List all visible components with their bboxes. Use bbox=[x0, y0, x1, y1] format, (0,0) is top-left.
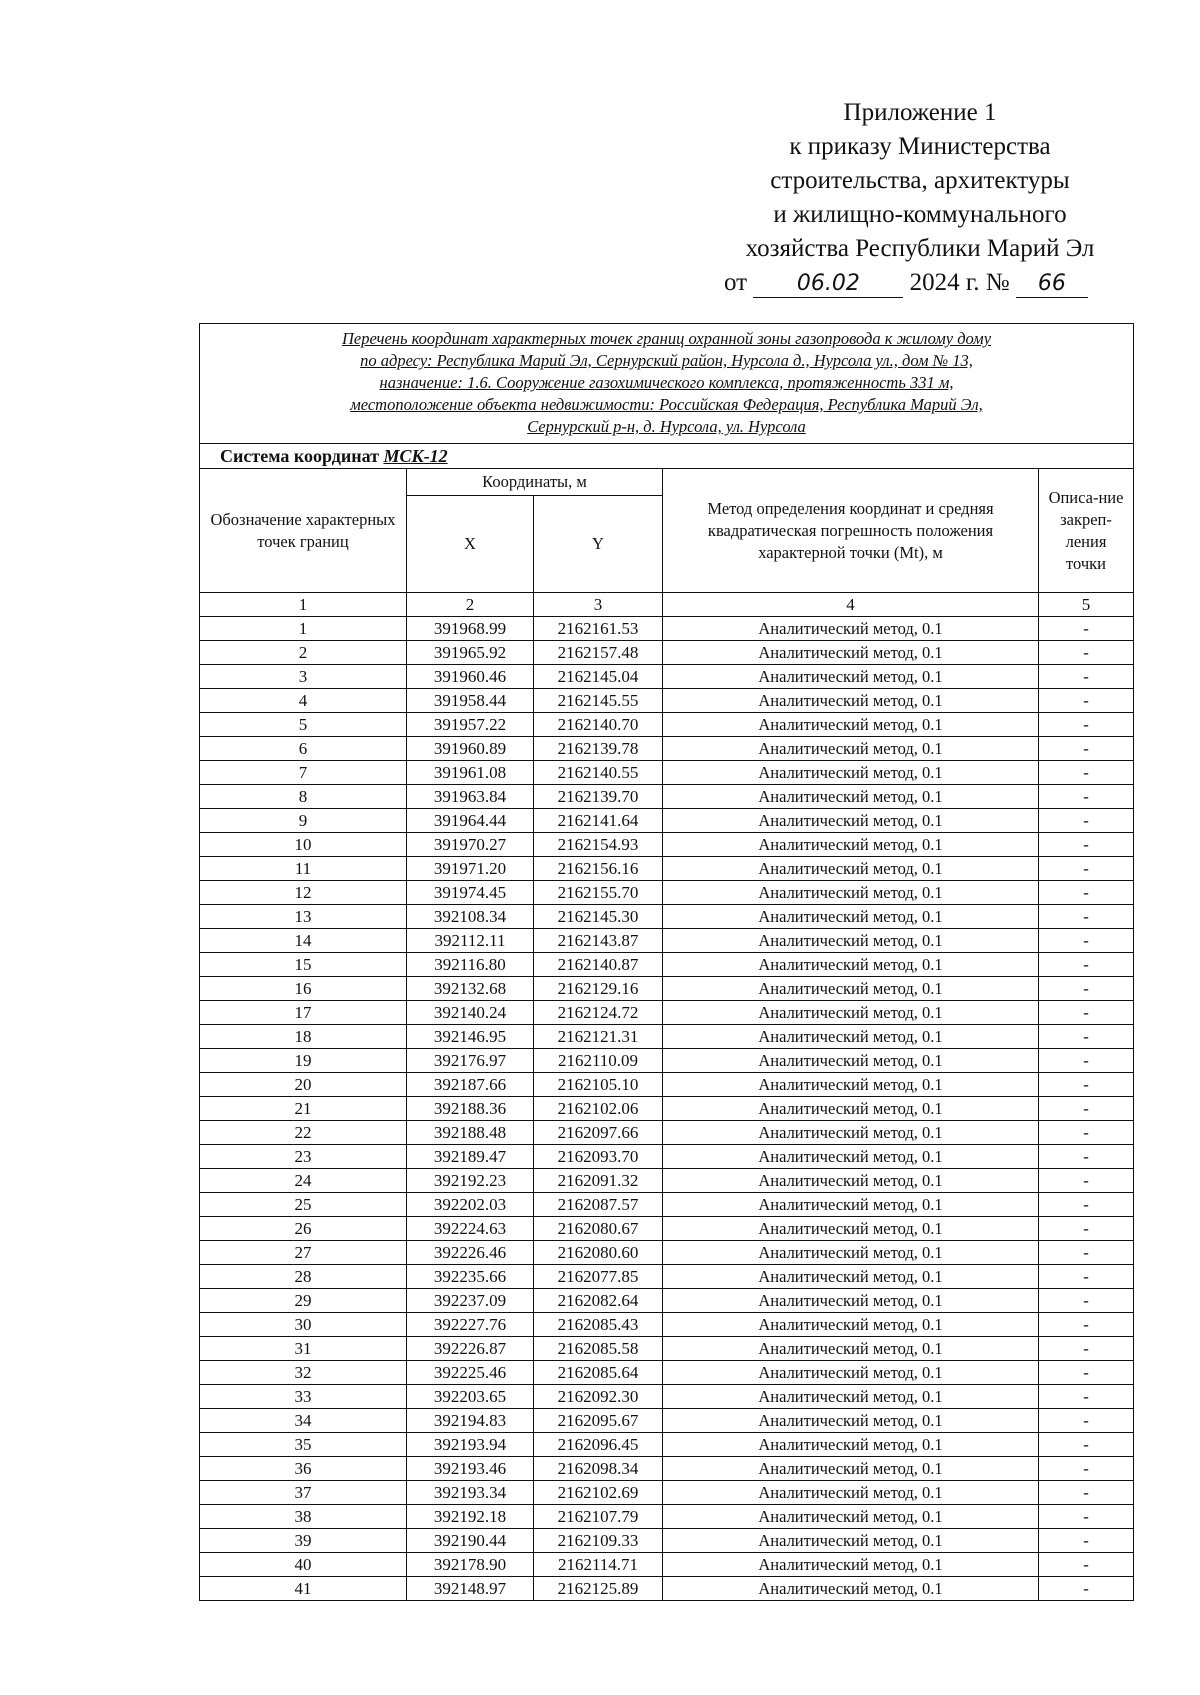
method-cell: Аналитический метод, 0.1 bbox=[663, 1361, 1039, 1385]
coord-y: 2162095.67 bbox=[534, 1409, 663, 1433]
coord-y: 2162107.79 bbox=[534, 1505, 663, 1529]
coord-x: 392148.97 bbox=[407, 1577, 534, 1601]
point-number: 39 bbox=[200, 1529, 407, 1553]
table-row bbox=[200, 881, 1134, 905]
table-row bbox=[200, 977, 1134, 1001]
method-cell: Аналитический метод, 0.1 bbox=[663, 665, 1039, 689]
method-cell: Аналитический метод, 0.1 bbox=[663, 1049, 1039, 1073]
description-cell: - bbox=[1039, 1361, 1134, 1385]
table-row bbox=[200, 1313, 1134, 1337]
coord-x: 392224.63 bbox=[407, 1217, 534, 1241]
table-row bbox=[200, 1097, 1134, 1121]
coord-y: 2162080.60 bbox=[534, 1241, 663, 1265]
coord-y: 2162114.71 bbox=[534, 1553, 663, 1577]
coord-y: 2162105.10 bbox=[534, 1073, 663, 1097]
coord-x: 392235.66 bbox=[407, 1265, 534, 1289]
header-line: строительства, архитектуры bbox=[770, 167, 1070, 194]
order-date-line bbox=[700, 266, 1140, 300]
description-cell: - bbox=[1039, 665, 1134, 689]
column-number: 3 bbox=[534, 593, 663, 617]
description-cell: - bbox=[1039, 1385, 1134, 1409]
point-number: 38 bbox=[200, 1505, 407, 1529]
method-cell: Аналитический метод, 0.1 bbox=[663, 1529, 1039, 1553]
method-cell: Аналитический метод, 0.1 bbox=[663, 1001, 1039, 1025]
description-cell: - bbox=[1039, 1553, 1134, 1577]
table-row bbox=[200, 1361, 1134, 1385]
header-line: к приказу Министерства bbox=[789, 133, 1051, 160]
coord-y: 2162085.64 bbox=[534, 1361, 663, 1385]
header-x: X bbox=[407, 496, 534, 593]
table-row bbox=[200, 1337, 1134, 1361]
coord-y: 2162085.58 bbox=[534, 1337, 663, 1361]
table-row bbox=[200, 761, 1134, 785]
method-cell: Аналитический метод, 0.1 bbox=[663, 1505, 1039, 1529]
description-cell: - bbox=[1039, 1265, 1134, 1289]
table-row bbox=[200, 665, 1134, 689]
date-suffix: 2024 г. № bbox=[909, 269, 1010, 296]
method-cell: Аналитический метод, 0.1 bbox=[663, 1457, 1039, 1481]
coordinate-system-row bbox=[200, 444, 1134, 469]
description-cell: - bbox=[1039, 1121, 1134, 1145]
coord-y: 2162121.31 bbox=[534, 1025, 663, 1049]
description-cell: - bbox=[1039, 1169, 1134, 1193]
point-number: 14 bbox=[200, 929, 407, 953]
coord-y: 2162140.55 bbox=[534, 761, 663, 785]
description-cell: - bbox=[1039, 1049, 1134, 1073]
point-number: 8 bbox=[200, 785, 407, 809]
point-number: 5 bbox=[200, 713, 407, 737]
header-point: Обозначение характерных точек границ bbox=[200, 469, 407, 593]
description-cell: - bbox=[1039, 1193, 1134, 1217]
caption-line: Перечень координат характерных точек границ охранной зоны газопровода к жилому дому bbox=[341, 329, 992, 348]
point-number: 37 bbox=[200, 1481, 407, 1505]
coord-y: 2162080.67 bbox=[534, 1217, 663, 1241]
description-cell: - bbox=[1039, 1073, 1134, 1097]
coord-y: 2162155.70 bbox=[534, 881, 663, 905]
method-cell: Аналитический метод, 0.1 bbox=[663, 1385, 1039, 1409]
caption-line: Сернурский р-н, д. Нурсола, ул. Нурсола bbox=[527, 417, 806, 436]
coord-y: 2162110.09 bbox=[534, 1049, 663, 1073]
method-cell: Аналитический метод, 0.1 bbox=[663, 1145, 1039, 1169]
point-number: 22 bbox=[200, 1121, 407, 1145]
coord-y: 2162145.04 bbox=[534, 665, 663, 689]
coord-x: 392140.24 bbox=[407, 1001, 534, 1025]
coord-y: 2162139.78 bbox=[534, 737, 663, 761]
table-row bbox=[200, 1457, 1134, 1481]
description-cell: - bbox=[1039, 1337, 1134, 1361]
table-row bbox=[200, 1073, 1134, 1097]
caption-line: по адресу: Республика Марий Эл, Сернурский район, Нурсола д., Нурсола ул., дом № 13, bbox=[360, 351, 973, 370]
caption-line: назначение: 1.6. Сооружение газохимического комплекса, протяженность 331 м, bbox=[379, 373, 954, 392]
method-cell: Аналитический метод, 0.1 bbox=[663, 857, 1039, 881]
point-number: 30 bbox=[200, 1313, 407, 1337]
description-cell: - bbox=[1039, 1217, 1134, 1241]
table-row bbox=[200, 809, 1134, 833]
description-cell: - bbox=[1039, 761, 1134, 785]
description-cell: - bbox=[1039, 737, 1134, 761]
description-cell: - bbox=[1039, 809, 1134, 833]
description-cell: - bbox=[1039, 1025, 1134, 1049]
point-number: 6 bbox=[200, 737, 407, 761]
table-row bbox=[200, 1121, 1134, 1145]
point-number: 19 bbox=[200, 1049, 407, 1073]
coord-x: 392188.48 bbox=[407, 1121, 534, 1145]
point-number: 4 bbox=[200, 689, 407, 713]
method-cell: Аналитический метод, 0.1 bbox=[663, 881, 1039, 905]
coord-x: 391964.44 bbox=[407, 809, 534, 833]
coord-x: 392226.46 bbox=[407, 1241, 534, 1265]
table-row bbox=[200, 1289, 1134, 1313]
caption-line: местоположение объекта недвижимости: Российская Федерация, Республика Марий Эл, bbox=[350, 395, 983, 414]
method-cell: Аналитический метод, 0.1 bbox=[663, 1265, 1039, 1289]
table-row bbox=[200, 617, 1134, 641]
header-line: Приложение 1 bbox=[843, 99, 997, 126]
table-row bbox=[200, 857, 1134, 881]
description-cell: - bbox=[1039, 641, 1134, 665]
table-row bbox=[200, 785, 1134, 809]
table-row bbox=[200, 1529, 1134, 1553]
description-cell: - bbox=[1039, 1097, 1134, 1121]
coord-x: 392189.47 bbox=[407, 1145, 534, 1169]
method-cell: Аналитический метод, 0.1 bbox=[663, 929, 1039, 953]
method-cell: Аналитический метод, 0.1 bbox=[663, 1577, 1039, 1601]
coordinate-system-name: МСК-12 bbox=[383, 446, 448, 466]
coord-x: 391958.44 bbox=[407, 689, 534, 713]
coord-x: 391970.27 bbox=[407, 833, 534, 857]
coord-x: 391965.92 bbox=[407, 641, 534, 665]
point-number: 24 bbox=[200, 1169, 407, 1193]
coord-y: 2162140.70 bbox=[534, 713, 663, 737]
method-cell: Аналитический метод, 0.1 bbox=[663, 953, 1039, 977]
point-number: 18 bbox=[200, 1025, 407, 1049]
coord-x: 392225.46 bbox=[407, 1361, 534, 1385]
coord-y: 2162077.85 bbox=[534, 1265, 663, 1289]
table-row bbox=[200, 713, 1134, 737]
coord-x: 392108.34 bbox=[407, 905, 534, 929]
coord-x: 392237.09 bbox=[407, 1289, 534, 1313]
coord-x: 391974.45 bbox=[407, 881, 534, 905]
table-caption bbox=[200, 324, 1134, 444]
point-number: 28 bbox=[200, 1265, 407, 1289]
method-cell: Аналитический метод, 0.1 bbox=[663, 641, 1039, 665]
coord-y: 2162129.16 bbox=[534, 977, 663, 1001]
header-y: Y bbox=[534, 496, 663, 593]
method-cell: Аналитический метод, 0.1 bbox=[663, 1337, 1039, 1361]
coord-y: 2162098.34 bbox=[534, 1457, 663, 1481]
table-row bbox=[200, 1193, 1134, 1217]
method-cell: Аналитический метод, 0.1 bbox=[663, 905, 1039, 929]
coord-y: 2162092.30 bbox=[534, 1385, 663, 1409]
coord-y: 2162096.45 bbox=[534, 1433, 663, 1457]
coordinates-table bbox=[199, 323, 1134, 1601]
method-cell: Аналитический метод, 0.1 bbox=[663, 713, 1039, 737]
method-cell: Аналитический метод, 0.1 bbox=[663, 689, 1039, 713]
coord-y: 2162124.72 bbox=[534, 1001, 663, 1025]
coord-x: 392178.90 bbox=[407, 1553, 534, 1577]
method-cell: Аналитический метод, 0.1 bbox=[663, 977, 1039, 1001]
point-number: 20 bbox=[200, 1073, 407, 1097]
table-row bbox=[200, 953, 1134, 977]
description-cell: - bbox=[1039, 905, 1134, 929]
date-prefix: от bbox=[724, 269, 748, 296]
point-number: 1 bbox=[200, 617, 407, 641]
coord-x: 392112.11 bbox=[407, 929, 534, 953]
header-line: хозяйства Республики Марий Эл bbox=[745, 235, 1095, 262]
description-cell: - bbox=[1039, 1433, 1134, 1457]
table-row bbox=[200, 1001, 1134, 1025]
document-header bbox=[700, 96, 1140, 300]
description-cell: - bbox=[1039, 713, 1134, 737]
coord-y: 2162085.43 bbox=[534, 1313, 663, 1337]
description-cell: - bbox=[1039, 1145, 1134, 1169]
point-number: 32 bbox=[200, 1361, 407, 1385]
method-cell: Аналитический метод, 0.1 bbox=[663, 785, 1039, 809]
method-cell: Аналитический метод, 0.1 bbox=[663, 833, 1039, 857]
point-number: 27 bbox=[200, 1241, 407, 1265]
column-number: 5 bbox=[1039, 593, 1134, 617]
method-cell: Аналитический метод, 0.1 bbox=[663, 1097, 1039, 1121]
coord-y: 2162091.32 bbox=[534, 1169, 663, 1193]
point-number: 11 bbox=[200, 857, 407, 881]
coord-y: 2162141.64 bbox=[534, 809, 663, 833]
coord-x: 391961.08 bbox=[407, 761, 534, 785]
table-row bbox=[200, 1553, 1134, 1577]
coord-x: 391971.20 bbox=[407, 857, 534, 881]
point-number: 16 bbox=[200, 977, 407, 1001]
coord-y: 2162140.87 bbox=[534, 953, 663, 977]
description-cell: - bbox=[1039, 785, 1134, 809]
point-number: 17 bbox=[200, 1001, 407, 1025]
coord-y: 2162093.70 bbox=[534, 1145, 663, 1169]
coord-x: 392226.87 bbox=[407, 1337, 534, 1361]
coord-x: 392193.46 bbox=[407, 1457, 534, 1481]
coord-x: 392132.68 bbox=[407, 977, 534, 1001]
header-description: Описа-ние закреп-ления точки bbox=[1039, 469, 1134, 593]
table-row bbox=[200, 833, 1134, 857]
method-cell: Аналитический метод, 0.1 bbox=[663, 1121, 1039, 1145]
coord-x: 391957.22 bbox=[407, 713, 534, 737]
table-row bbox=[200, 1145, 1134, 1169]
description-cell: - bbox=[1039, 1577, 1134, 1601]
coord-x: 392203.65 bbox=[407, 1385, 534, 1409]
coord-y: 2162154.93 bbox=[534, 833, 663, 857]
method-cell: Аналитический метод, 0.1 bbox=[663, 1433, 1039, 1457]
coord-x: 392192.18 bbox=[407, 1505, 534, 1529]
point-number: 25 bbox=[200, 1193, 407, 1217]
point-number: 36 bbox=[200, 1457, 407, 1481]
description-cell: - bbox=[1039, 977, 1134, 1001]
table-row bbox=[200, 1169, 1134, 1193]
description-cell: - bbox=[1039, 689, 1134, 713]
coord-y: 2162157.48 bbox=[534, 641, 663, 665]
description-cell: - bbox=[1039, 857, 1134, 881]
coord-x: 392116.80 bbox=[407, 953, 534, 977]
point-number: 12 bbox=[200, 881, 407, 905]
point-number: 31 bbox=[200, 1337, 407, 1361]
column-number: 4 bbox=[663, 593, 1039, 617]
table-row bbox=[200, 1049, 1134, 1073]
coord-x: 392190.44 bbox=[407, 1529, 534, 1553]
description-cell: - bbox=[1039, 1001, 1134, 1025]
column-numbers-row bbox=[200, 593, 1134, 617]
description-cell: - bbox=[1039, 1409, 1134, 1433]
coord-x: 392146.95 bbox=[407, 1025, 534, 1049]
coord-x: 392202.03 bbox=[407, 1193, 534, 1217]
method-cell: Аналитический метод, 0.1 bbox=[663, 1481, 1039, 1505]
method-cell: Аналитический метод, 0.1 bbox=[663, 761, 1039, 785]
table-row bbox=[200, 905, 1134, 929]
header-line: и жилищно-коммунального bbox=[773, 201, 1067, 228]
handwritten-date: 06.02 bbox=[753, 271, 903, 298]
handwritten-order-number: 66 bbox=[1016, 271, 1088, 298]
point-number: 23 bbox=[200, 1145, 407, 1169]
point-number: 40 bbox=[200, 1553, 407, 1577]
coord-y: 2162143.87 bbox=[534, 929, 663, 953]
point-number: 13 bbox=[200, 905, 407, 929]
description-cell: - bbox=[1039, 1457, 1134, 1481]
point-number: 15 bbox=[200, 953, 407, 977]
method-cell: Аналитический метод, 0.1 bbox=[663, 1241, 1039, 1265]
coord-x: 392227.76 bbox=[407, 1313, 534, 1337]
table-row bbox=[200, 1265, 1134, 1289]
column-number: 2 bbox=[407, 593, 534, 617]
table-row bbox=[200, 641, 1134, 665]
coord-y: 2162125.89 bbox=[534, 1577, 663, 1601]
description-cell: - bbox=[1039, 1481, 1134, 1505]
description-cell: - bbox=[1039, 929, 1134, 953]
method-cell: Аналитический метод, 0.1 bbox=[663, 1313, 1039, 1337]
point-number: 41 bbox=[200, 1577, 407, 1601]
description-cell: - bbox=[1039, 833, 1134, 857]
table-row bbox=[200, 1241, 1134, 1265]
coord-y: 2162139.70 bbox=[534, 785, 663, 809]
column-number: 1 bbox=[200, 593, 407, 617]
coord-x: 391968.99 bbox=[407, 617, 534, 641]
coord-x: 391960.46 bbox=[407, 665, 534, 689]
table-row bbox=[200, 1481, 1134, 1505]
point-number: 3 bbox=[200, 665, 407, 689]
table-row bbox=[200, 1025, 1134, 1049]
point-number: 7 bbox=[200, 761, 407, 785]
method-cell: Аналитический метод, 0.1 bbox=[663, 1073, 1039, 1097]
point-number: 35 bbox=[200, 1433, 407, 1457]
coord-x: 392193.94 bbox=[407, 1433, 534, 1457]
point-number: 29 bbox=[200, 1289, 407, 1313]
point-number: 2 bbox=[200, 641, 407, 665]
header-coordinates: Координаты, м bbox=[407, 469, 663, 496]
description-cell: - bbox=[1039, 881, 1134, 905]
method-cell: Аналитический метод, 0.1 bbox=[663, 1193, 1039, 1217]
description-cell: - bbox=[1039, 1529, 1134, 1553]
method-cell: Аналитический метод, 0.1 bbox=[663, 809, 1039, 833]
coord-y: 2162156.16 bbox=[534, 857, 663, 881]
table-row bbox=[200, 1577, 1134, 1601]
description-cell: - bbox=[1039, 1289, 1134, 1313]
description-cell: - bbox=[1039, 617, 1134, 641]
coord-x: 392176.97 bbox=[407, 1049, 534, 1073]
point-number: 26 bbox=[200, 1217, 407, 1241]
method-cell: Аналитический метод, 0.1 bbox=[663, 617, 1039, 641]
table-row bbox=[200, 1217, 1134, 1241]
table-row bbox=[200, 1385, 1134, 1409]
coord-x: 391960.89 bbox=[407, 737, 534, 761]
point-number: 9 bbox=[200, 809, 407, 833]
coord-y: 2162145.30 bbox=[534, 905, 663, 929]
description-cell: - bbox=[1039, 1241, 1134, 1265]
method-cell: Аналитический метод, 0.1 bbox=[663, 737, 1039, 761]
table-row bbox=[200, 1433, 1134, 1457]
description-cell: - bbox=[1039, 1505, 1134, 1529]
table-row bbox=[200, 929, 1134, 953]
coord-x: 392194.83 bbox=[407, 1409, 534, 1433]
table-row bbox=[200, 737, 1134, 761]
coord-x: 392187.66 bbox=[407, 1073, 534, 1097]
point-number: 10 bbox=[200, 833, 407, 857]
method-cell: Аналитический метод, 0.1 bbox=[663, 1025, 1039, 1049]
method-cell: Аналитический метод, 0.1 bbox=[663, 1217, 1039, 1241]
coord-x: 391963.84 bbox=[407, 785, 534, 809]
coord-y: 2162102.69 bbox=[534, 1481, 663, 1505]
coord-x: 392188.36 bbox=[407, 1097, 534, 1121]
method-cell: Аналитический метод, 0.1 bbox=[663, 1409, 1039, 1433]
coord-x: 392193.34 bbox=[407, 1481, 534, 1505]
coord-y: 2162087.57 bbox=[534, 1193, 663, 1217]
table-row bbox=[200, 689, 1134, 713]
table-row bbox=[200, 1409, 1134, 1433]
coord-y: 2162145.55 bbox=[534, 689, 663, 713]
table-row bbox=[200, 1505, 1134, 1529]
coord-y: 2162161.53 bbox=[534, 617, 663, 641]
coord-x: 392192.23 bbox=[407, 1169, 534, 1193]
point-number: 21 bbox=[200, 1097, 407, 1121]
method-cell: Аналитический метод, 0.1 bbox=[663, 1169, 1039, 1193]
point-number: 34 bbox=[200, 1409, 407, 1433]
coord-y: 2162082.64 bbox=[534, 1289, 663, 1313]
coord-y: 2162097.66 bbox=[534, 1121, 663, 1145]
description-cell: - bbox=[1039, 1313, 1134, 1337]
method-cell: Аналитический метод, 0.1 bbox=[663, 1553, 1039, 1577]
method-cell: Аналитический метод, 0.1 bbox=[663, 1289, 1039, 1313]
header-method: Метод определения координат и средняя квадратическая погрешность положения характерной точки (Mt), м bbox=[663, 469, 1039, 593]
coord-y: 2162109.33 bbox=[534, 1529, 663, 1553]
description-cell: - bbox=[1039, 953, 1134, 977]
coordinate-system-label: Система координат bbox=[220, 446, 379, 466]
point-number: 33 bbox=[200, 1385, 407, 1409]
coord-y: 2162102.06 bbox=[534, 1097, 663, 1121]
